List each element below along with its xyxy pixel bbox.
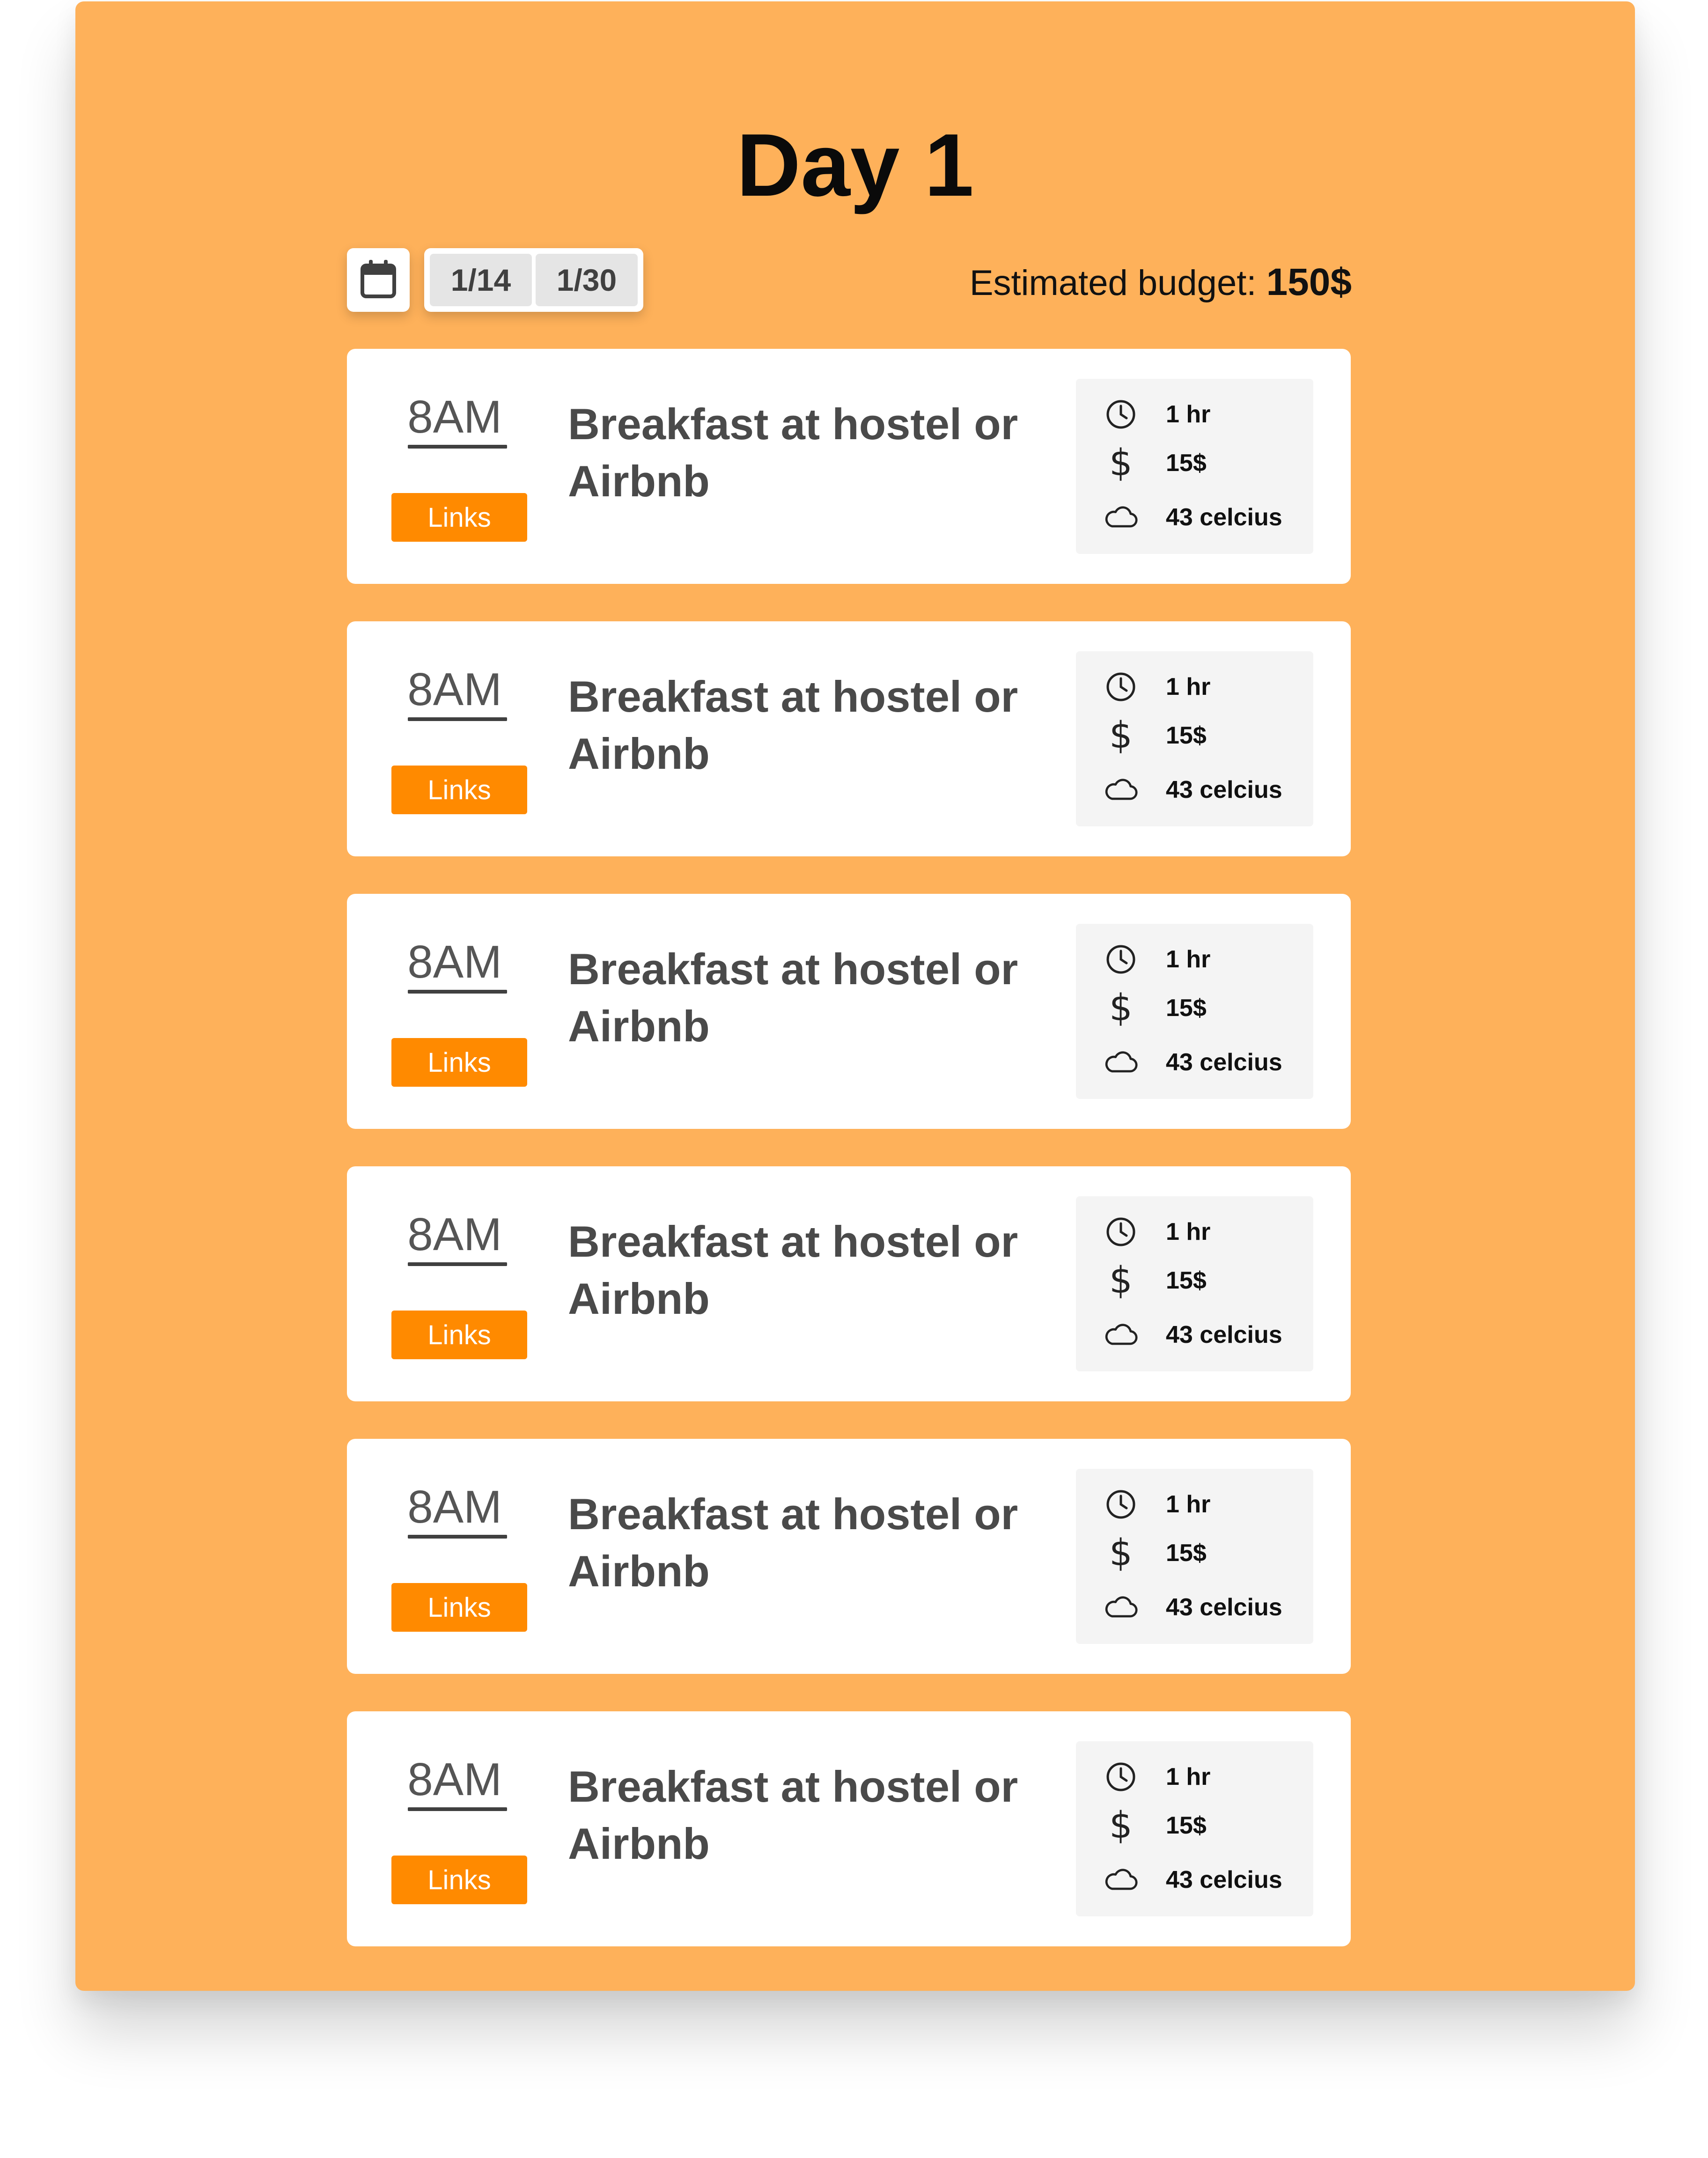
cost-value: 15$ [1166,722,1207,749]
time-underline [408,990,507,994]
cost-row [1104,1804,1207,1847]
clock-icon [1104,398,1138,431]
time-underline [408,1262,507,1266]
duration-value: 1 hr [1166,1218,1211,1245]
dollar-icon: $ [1109,1804,1133,1847]
activity-details [1076,924,1313,1099]
activity-card [347,1166,1351,1401]
links-button[interactable]: Links [391,1311,527,1359]
cost-row [1104,442,1207,484]
weather-row [1104,501,1282,534]
weather-row [1104,1863,1282,1897]
activity-details [1076,1741,1313,1916]
cost-value: 15$ [1166,1812,1207,1839]
dollar-icon: $ [1109,442,1133,484]
duration-row [1104,1760,1210,1794]
activity-card [347,894,1351,1129]
duration-row [1104,398,1210,431]
weather-value: 43 celcius [1166,1594,1282,1621]
time-underline [408,1535,507,1539]
cloud-icon [1104,501,1138,534]
activity-time: 8AM [407,1481,502,1532]
activity-time: 8AM [407,1753,502,1805]
activity-details [1076,651,1313,826]
weather-value: 43 celcius [1166,776,1282,803]
cloud-icon [1104,1591,1138,1624]
weather-value: 43 celcius [1166,1866,1282,1893]
links-button[interactable]: Links [391,493,527,542]
cost-row [1104,987,1207,1029]
cost-value: 15$ [1166,1539,1207,1567]
calendar-button[interactable] [347,248,410,312]
activity-card [347,621,1351,856]
cloud-icon [1104,1318,1138,1352]
activity-card [347,349,1351,584]
cost-row [1104,1532,1207,1574]
activity-time: 8AM [407,936,502,987]
weather-row [1104,1318,1282,1352]
duration-row [1104,1488,1210,1521]
time-underline [408,717,507,721]
cloud-icon [1104,773,1138,807]
date-range [424,248,643,312]
duration-row [1104,670,1210,704]
weather-row [1104,1591,1282,1624]
page-title: Day 1 [736,116,974,215]
activity-details [1076,1469,1313,1644]
estimated-budget [970,259,1352,307]
clock-icon [1104,1215,1138,1249]
time-underline [408,1807,507,1811]
links-button[interactable]: Links [391,1583,527,1632]
duration-value: 1 hr [1166,1763,1211,1790]
budget-value: 150$ [1266,261,1352,303]
time-underline [408,445,507,449]
activity-details [1076,1196,1313,1371]
weather-row [1104,1046,1282,1079]
activity-title: Breakfast at hostel or Airbnb [568,1762,1018,1868]
start-date-chip[interactable]: 1/14 [430,254,532,306]
activity-title: Breakfast at hostel or Airbnb [568,944,1018,1051]
links-button[interactable]: Links [391,766,527,814]
weather-value: 43 celcius [1166,1049,1282,1076]
calendar-icon [360,259,397,302]
duration-row [1104,943,1210,976]
links-button[interactable]: Links [391,1038,527,1087]
clock-icon [1104,1488,1138,1521]
activity-title: Breakfast at hostel or Airbnb [568,1217,1018,1323]
clock-icon [1104,943,1138,976]
dollar-icon: $ [1109,1259,1133,1302]
cost-value: 15$ [1166,449,1207,477]
cost-row [1104,1259,1207,1302]
activity-card [347,1711,1351,1946]
activity-card [347,1439,1351,1674]
weather-row [1104,773,1282,807]
activity-title: Breakfast at hostel or Airbnb [568,1489,1018,1596]
links-button[interactable]: Links [391,1856,527,1904]
weather-value: 43 celcius [1166,504,1282,531]
end-date-chip[interactable]: 1/30 [536,254,638,306]
dollar-icon: $ [1109,1532,1133,1574]
dollar-icon: $ [1109,714,1133,757]
duration-value: 1 hr [1166,946,1211,973]
cost-value: 15$ [1166,994,1207,1022]
cloud-icon [1104,1863,1138,1897]
clock-icon [1104,1760,1138,1794]
itinerary-panel [75,1,1635,1991]
activity-title: Breakfast at hostel or Airbnb [568,672,1018,778]
activity-details [1076,379,1313,554]
activity-time: 8AM [407,1208,502,1260]
duration-row [1104,1215,1210,1249]
budget-label: Estimated budget: [969,263,1257,303]
duration-value: 1 hr [1166,673,1211,700]
duration-value: 1 hr [1166,1491,1211,1518]
cloud-icon [1104,1046,1138,1079]
activity-time: 8AM [407,391,502,442]
clock-icon [1104,670,1138,704]
cost-value: 15$ [1166,1267,1207,1294]
activity-time: 8AM [407,663,502,715]
weather-value: 43 celcius [1166,1321,1282,1348]
cost-row [1104,714,1207,757]
duration-value: 1 hr [1166,401,1211,428]
dollar-icon: $ [1109,987,1133,1029]
activity-title: Breakfast at hostel or Airbnb [568,399,1018,506]
